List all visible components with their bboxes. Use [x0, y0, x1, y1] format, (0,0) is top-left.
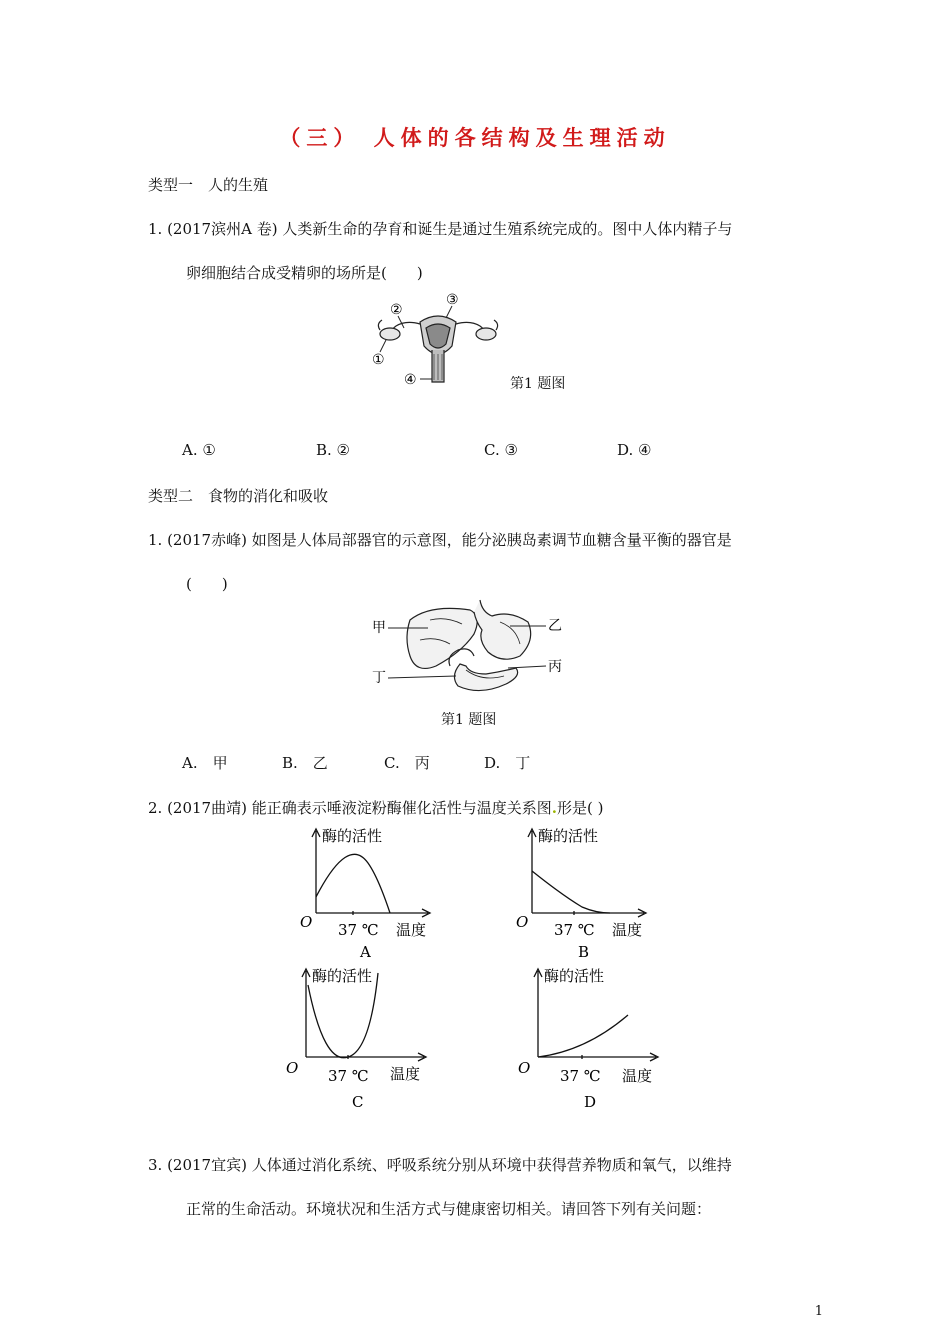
q2-1-option-a: A. 甲 [182, 754, 228, 772]
graph-a-origin: O [300, 913, 313, 931]
graph-d-xlabel: 温度 [622, 1067, 653, 1085]
question-2-1-text-line2: ( ) [186, 575, 228, 593]
graph-a-letter: A [360, 943, 371, 961]
enzyme-graph-a [298, 825, 448, 965]
enzyme-graph-b [514, 825, 664, 965]
graph-c-ylabel: 酶的活性 [312, 967, 373, 985]
graph-a-ylabel: 酶的活性 [322, 827, 383, 845]
q1-option-c: C. ③ [484, 441, 518, 459]
page-number: 1 [814, 1304, 823, 1319]
curve-d [538, 1015, 628, 1057]
q1-option-a: A. ① [182, 441, 216, 459]
figure2-label-jia: 甲 [372, 620, 386, 636]
figure2-label-ding: 丁 [372, 670, 386, 686]
graph-b-letter: B [578, 943, 590, 961]
graph-d-ylabel: 酶的活性 [544, 967, 605, 985]
uterus-illustration [378, 316, 497, 382]
graph-d-tick: 37 ℃ [560, 1067, 601, 1085]
figure1-label-3: ③ [446, 292, 459, 308]
graph-c-letter: C [352, 1093, 364, 1111]
graph-b-tick: 37 ℃ [554, 921, 595, 939]
page-title: （三） 人体的各结构及生理活动 [279, 125, 671, 150]
graph-a-tick: 37 ℃ [338, 921, 379, 939]
figure2-label-bing: 丙 [548, 659, 562, 675]
q2-1-option-d: D. 丁 [484, 754, 531, 772]
q2-1-option-b: B. 乙 [282, 754, 328, 772]
figure2-label-yi: 乙 [548, 618, 562, 634]
q2-1-option-c: C. 丙 [384, 754, 430, 772]
curve-b [532, 871, 610, 913]
reproductive-system-figure [368, 290, 508, 390]
curve-a [316, 854, 390, 913]
question-2-2-text-tail: 形是( ) [556, 799, 604, 817]
enzyme-graph-d [516, 965, 676, 1113]
digestive-organs-figure [370, 600, 570, 700]
question-1-text-line2: 卵细胞结合成受精卵的场所是( ) [186, 264, 423, 282]
enzyme-graph-c [284, 965, 444, 1113]
graph-d-letter: D [584, 1093, 597, 1111]
q1-option-b: B. ② [316, 441, 351, 459]
graph-b-xlabel: 温度 [612, 921, 643, 939]
question-1-text-line1: 1. (2017滨州A 卷) 人类新生命的孕育和诞生是通过生殖系统完成的。图中人体内精子与 [148, 220, 733, 238]
graph-b-origin: O [516, 913, 529, 931]
graph-b-ylabel: 酶的活性 [538, 827, 599, 845]
graph-c-origin: O [286, 1059, 299, 1077]
question-2-1-text-line1: 1. (2017赤峰) 如图是人体局部器官的示意图，能分泌胰岛素调节血糖含量平衡的器官是 [148, 531, 732, 549]
question-2-2-text-main: 2. (2017曲靖) 能正确表示唾液淀粉酶催化活性与温度关系图 [148, 799, 552, 817]
graph-c-tick: 37 ℃ [328, 1067, 369, 1085]
graph-c-xlabel: 温度 [390, 1065, 421, 1083]
figure1-label-1: ① [372, 352, 385, 368]
q1-option-d: D. ④ [617, 441, 652, 459]
figure1-caption: 第1 题图 [510, 376, 566, 392]
question-2-3-text-line1: 3. (2017宜宾) 人体通过消化系统、呼吸系统分别从环境中获得营养物质和氧气，以维持 [148, 1156, 732, 1174]
graph-d-origin: O [518, 1059, 531, 1077]
question-2-3-text-line2: 正常的生命活动。环境状况和生活方式与健康密切相关。请回答下列有关问题： [186, 1200, 712, 1218]
curve-c [308, 973, 378, 1058]
section-heading-reproduction: 类型一 人的生殖 [148, 176, 269, 194]
section-heading-digestion: 类型二 食物的消化和吸收 [148, 487, 329, 505]
figure2-caption: 第1 题图 [441, 712, 497, 728]
figure1-label-2: ② [390, 302, 403, 318]
question-2-2-text: 2. (2017曲靖) 能正确表示唾液淀粉酶催化活性与温度关系图.形是( ) [148, 799, 604, 817]
figure1-label-4: ④ [404, 372, 417, 388]
graph-a-xlabel: 温度 [396, 921, 427, 939]
